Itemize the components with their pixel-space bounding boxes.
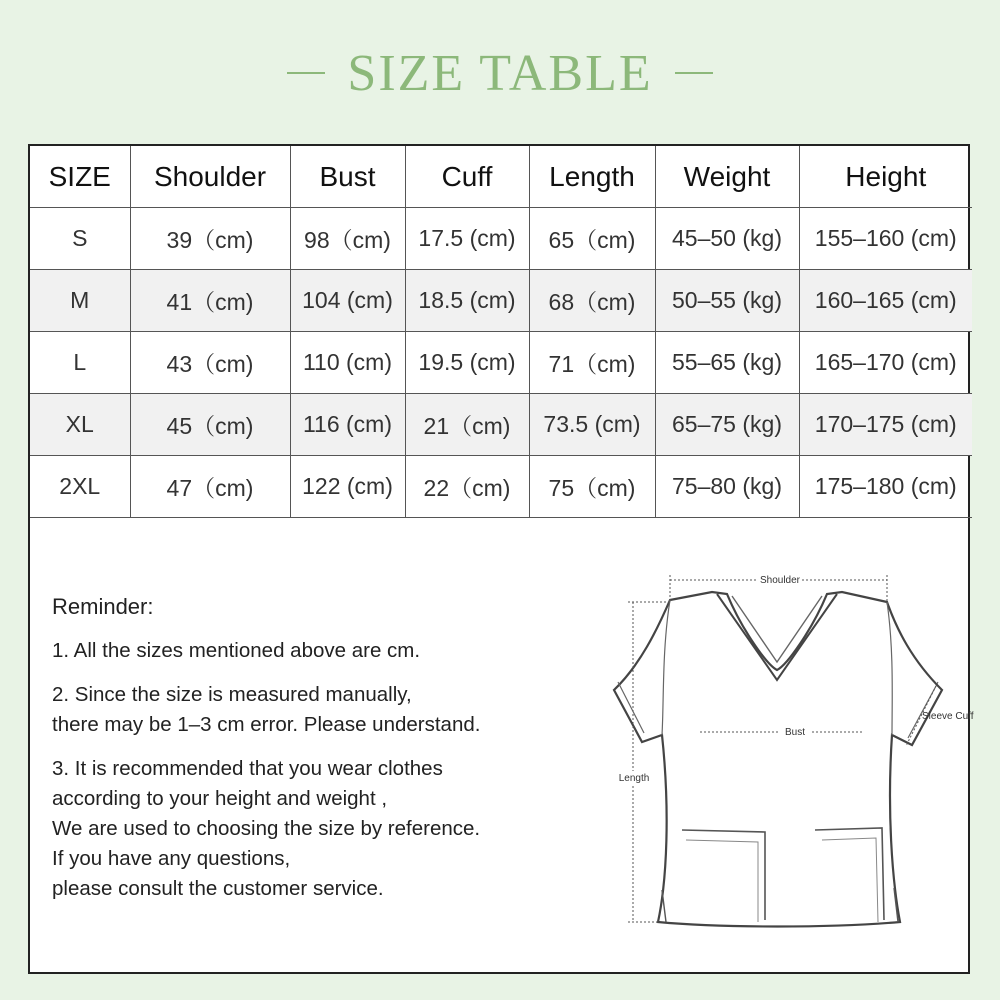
reminder-item-1 <box>52 636 592 666</box>
cell-cuff: 17.5 (cm) <box>405 208 529 270</box>
shirt-measurement-diagram <box>582 570 974 940</box>
title-bar <box>0 38 1000 108</box>
cell-length: 71（cm) <box>529 332 655 394</box>
cell-shoulder: 41（cm) <box>130 270 290 332</box>
col-header-height: Height <box>799 146 972 208</box>
title-left-rule <box>287 72 325 74</box>
page-title: SIZE TABLE <box>347 44 653 102</box>
cell-shoulder: 43（cm) <box>130 332 290 394</box>
cell-height: 175–180 (cm) <box>799 456 972 518</box>
cell-shoulder: 45（cm) <box>130 394 290 456</box>
reminder-line: according to your height and weight , <box>52 787 388 810</box>
length-label: Length <box>618 773 650 784</box>
col-header-cuff: Cuff <box>405 146 529 208</box>
reminder-line: 3. It is recommended that you wear clothes <box>52 757 443 780</box>
col-header-size: SIZE <box>30 146 130 208</box>
reminder-section <box>52 592 592 918</box>
cell-cuff: 21（cm) <box>405 394 529 456</box>
cuff-label: Sleeve Cuff <box>922 711 974 722</box>
cell-height: 160–165 (cm) <box>799 270 972 332</box>
title-right-rule <box>675 72 713 74</box>
cell-height: 155–160 (cm) <box>799 208 972 270</box>
cell-shoulder: 47（cm) <box>130 456 290 518</box>
reminder-line: 1. All the sizes mentioned above are cm. <box>52 639 421 662</box>
cell-weight: 50–55 (kg) <box>655 270 799 332</box>
cell-weight: 55–65 (kg) <box>655 332 799 394</box>
cell-bust: 116 (cm) <box>290 394 405 456</box>
cell-cuff: 19.5 (cm) <box>405 332 529 394</box>
table-row <box>30 394 972 456</box>
cell-bust: 98（cm) <box>290 208 405 270</box>
reminder-item-3 <box>52 754 592 904</box>
reminder-line: We are used to choosing the size by reference. <box>52 817 481 840</box>
cell-bust: 122 (cm) <box>290 456 405 518</box>
cell-length: 75（cm) <box>529 456 655 518</box>
reminder-line: there may be 1–3 cm error. Please understand. <box>52 713 481 736</box>
shoulder-label: Shoulder <box>759 575 801 586</box>
col-header-shoulder: Shoulder <box>130 146 290 208</box>
cell-size: S <box>30 208 130 270</box>
cell-bust: 110 (cm) <box>290 332 405 394</box>
reminder-line: 2. Since the size is measured manually, <box>52 683 412 706</box>
bust-label: Bust <box>784 727 806 738</box>
cell-weight: 75–80 (kg) <box>655 456 799 518</box>
cell-length: 68（cm) <box>529 270 655 332</box>
cell-height: 170–175 (cm) <box>799 394 972 456</box>
reminder-line: please consult the customer service. <box>52 877 384 900</box>
size-table <box>30 146 972 518</box>
reminder-line: If you have any questions, <box>52 847 291 870</box>
reminder-item-2 <box>52 680 592 740</box>
cell-cuff: 18.5 (cm) <box>405 270 529 332</box>
size-sheet <box>28 144 974 974</box>
table-row <box>30 208 972 270</box>
cell-shoulder: 39（cm) <box>130 208 290 270</box>
shirt-outline <box>614 592 942 927</box>
cell-length: 65（cm) <box>529 208 655 270</box>
cell-size: L <box>30 332 130 394</box>
reminder-title: Reminder: <box>52 594 154 619</box>
cell-height: 165–170 (cm) <box>799 332 972 394</box>
table-row <box>30 456 972 518</box>
cell-weight: 45–50 (kg) <box>655 208 799 270</box>
col-header-bust: Bust <box>290 146 405 208</box>
table-header-row <box>30 146 972 208</box>
cell-weight: 65–75 (kg) <box>655 394 799 456</box>
col-header-length: Length <box>529 146 655 208</box>
cell-bust: 104 (cm) <box>290 270 405 332</box>
col-header-weight: Weight <box>655 146 799 208</box>
table-row <box>30 332 972 394</box>
cell-size: 2XL <box>30 456 130 518</box>
cell-cuff: 22（cm) <box>405 456 529 518</box>
cell-length: 73.5 (cm) <box>529 394 655 456</box>
table-row <box>30 270 972 332</box>
cell-size: XL <box>30 394 130 456</box>
cell-size: M <box>30 270 130 332</box>
